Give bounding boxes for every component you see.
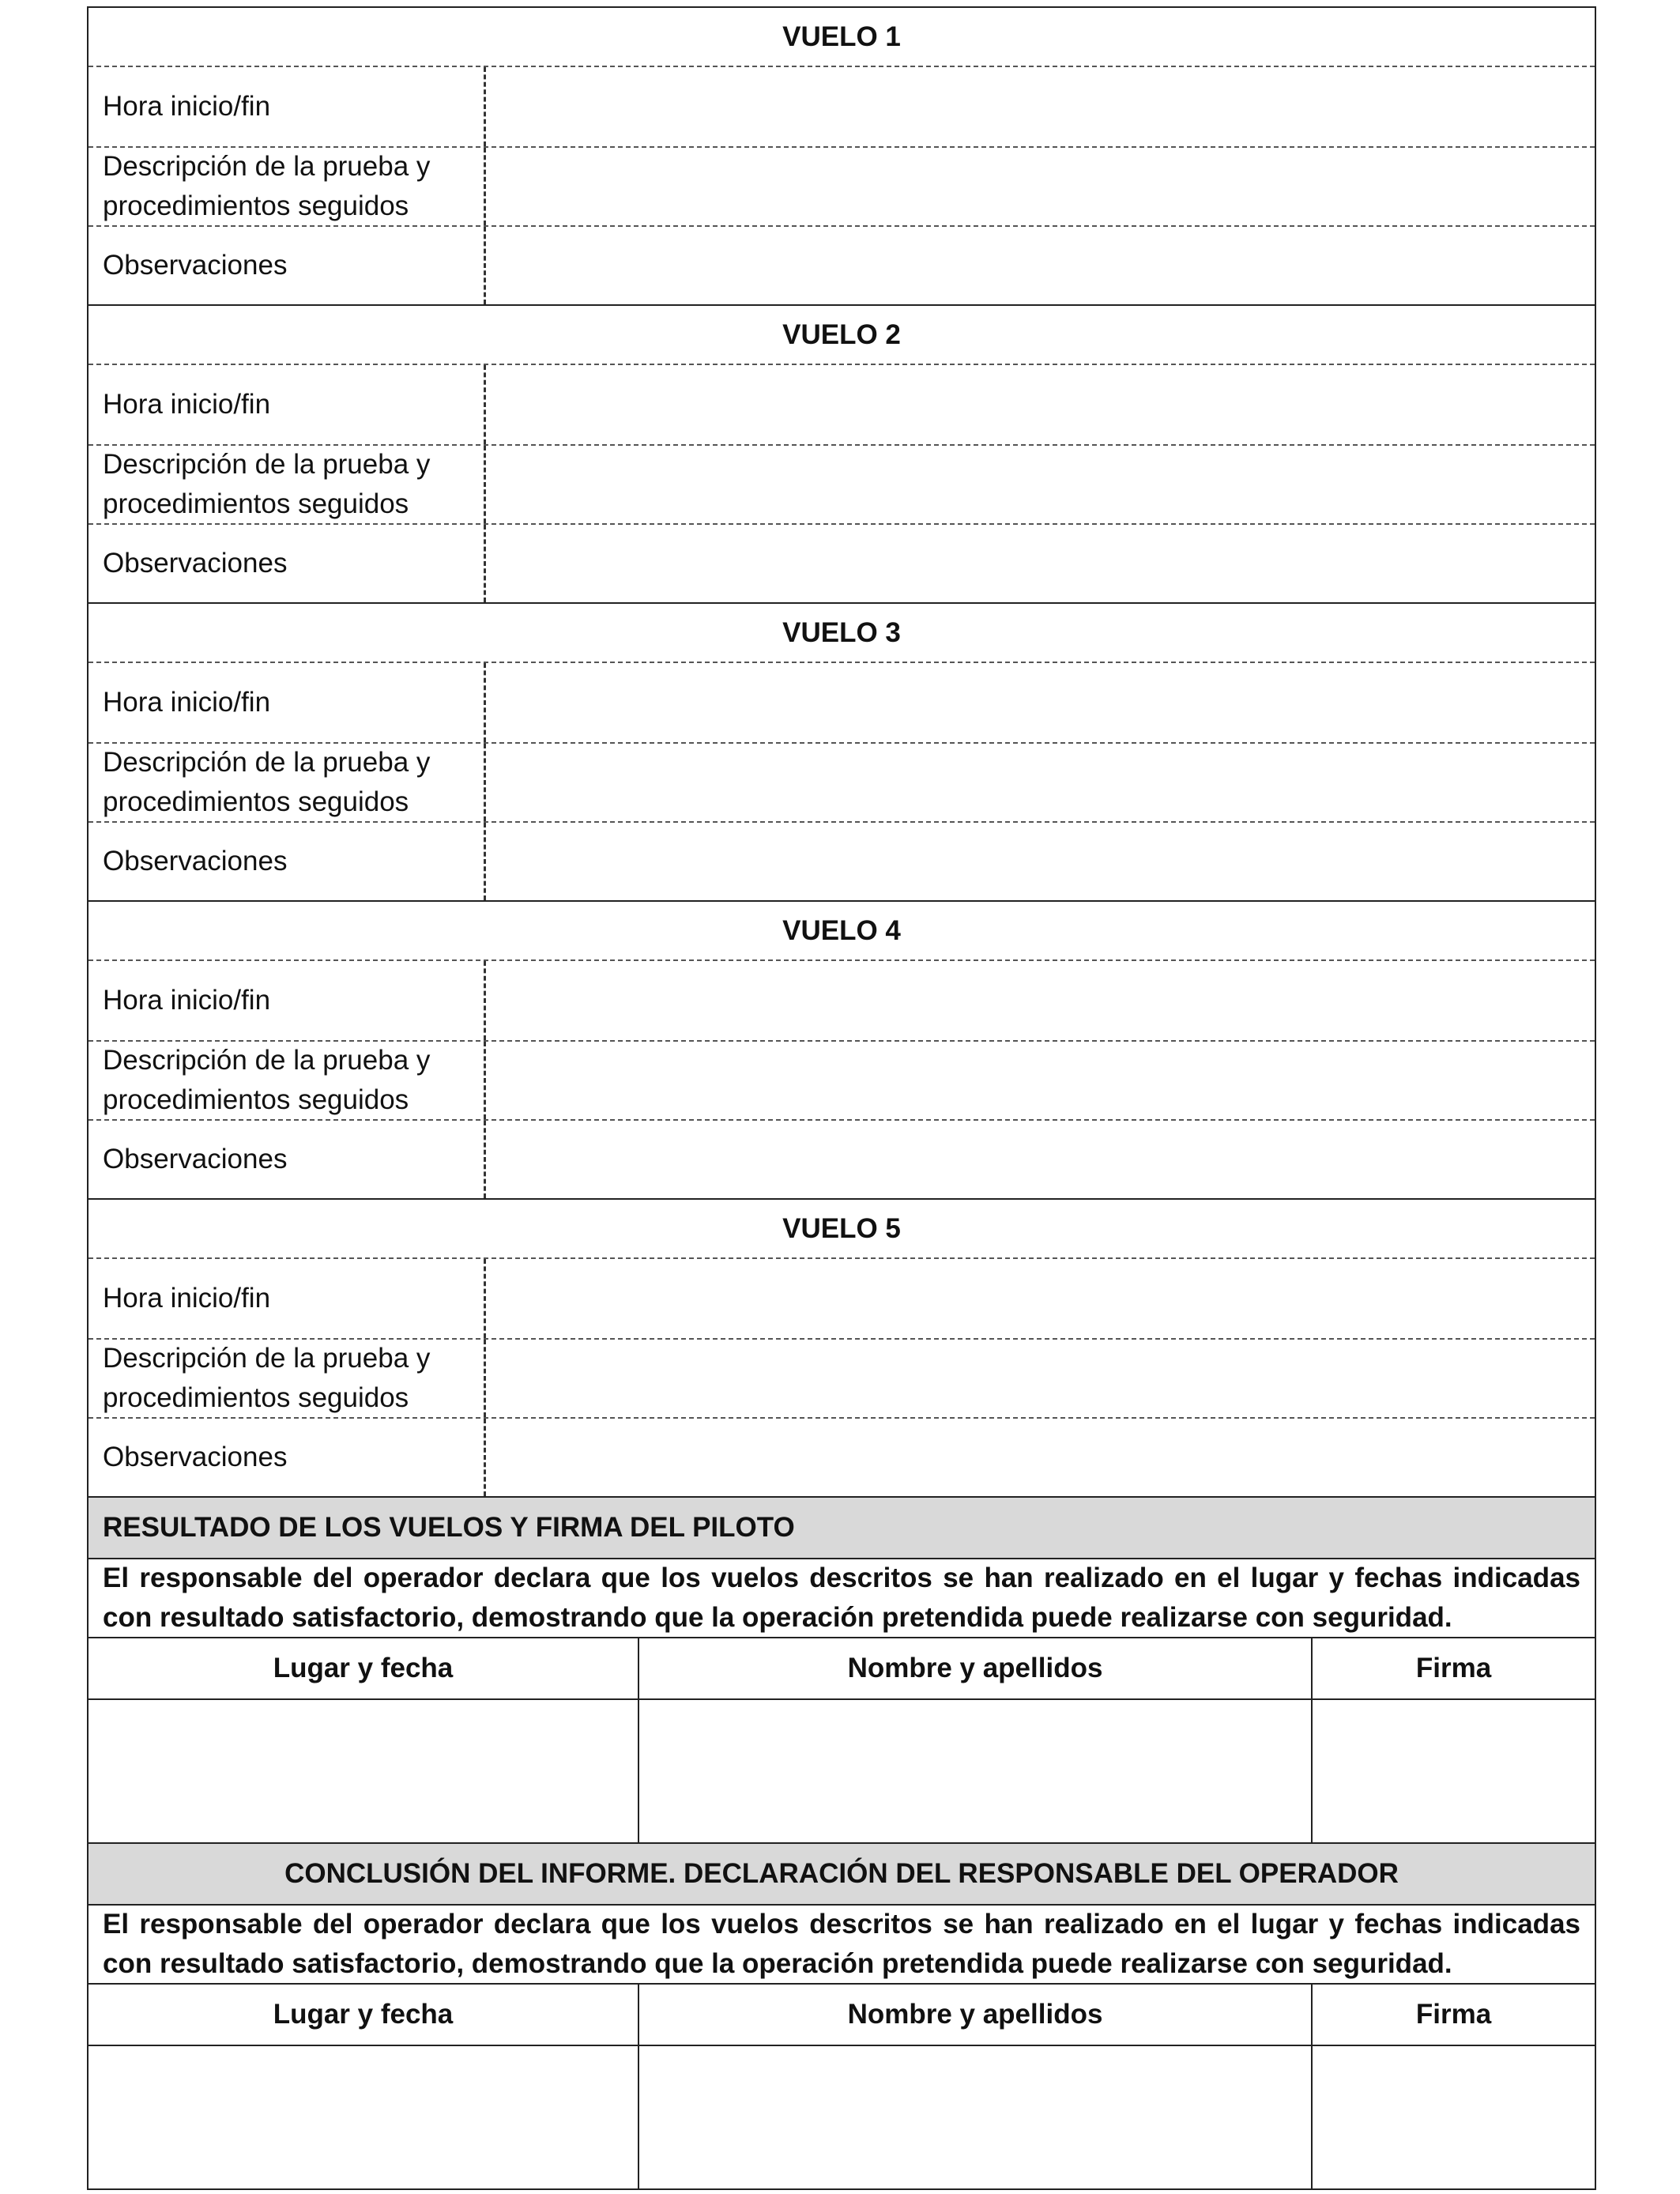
observations-row <box>89 523 1595 602</box>
flight-section <box>89 602 1595 900</box>
column-header-place-date: Lugar y fecha <box>89 1638 639 1698</box>
start-end-time-row <box>89 67 1595 146</box>
test-description-field[interactable] <box>486 446 1595 523</box>
observations-row <box>89 225 1595 304</box>
observations-field[interactable] <box>486 1121 1595 1198</box>
observations-row <box>89 821 1595 900</box>
test-description-label: Descripción de la prueba y procedimientos seguidos <box>89 148 486 225</box>
observations-label: Observaciones <box>89 525 486 602</box>
declaration-text: El responsable del operador declara que los vuelos descritos se han realizado en el lugar y fechas indicadas con resultado satisfactorio, demostrando que la operación pretendida puede realizarse con seguridad. <box>89 1904 1595 1983</box>
start-end-time-row <box>89 1259 1595 1338</box>
start-end-time-field[interactable] <box>486 67 1595 146</box>
test-description-field[interactable] <box>486 148 1595 225</box>
section-title: CONCLUSIÓN DEL INFORME. DECLARACIÓN DEL RESPONSABLE DEL OPERADOR <box>89 1842 1595 1904</box>
observations-label: Observaciones <box>89 1121 486 1198</box>
full-name-field[interactable] <box>639 1700 1313 1842</box>
test-description-row <box>89 1338 1595 1417</box>
test-description-field[interactable] <box>486 744 1595 821</box>
start-end-time-row <box>89 663 1595 742</box>
pilot-signature-section <box>89 1496 1595 1842</box>
observations-field[interactable] <box>486 1419 1595 1496</box>
column-header-place-date: Lugar y fecha <box>89 1985 639 2045</box>
start-end-time-field[interactable] <box>486 365 1595 444</box>
test-description-label: Descripción de la prueba y procedimientos seguidos <box>89 446 486 523</box>
test-description-field[interactable] <box>486 1340 1595 1417</box>
column-header-signature: Firma <box>1415 1999 1492 2030</box>
start-end-time-field[interactable] <box>486 663 1595 742</box>
flight-title: VUELO 1 <box>89 6 1595 67</box>
flight-test-form <box>87 6 1596 2190</box>
full-name-field[interactable] <box>639 2046 1313 2188</box>
test-description-field[interactable] <box>486 1042 1595 1119</box>
flight-section <box>89 1198 1595 1496</box>
flight-section <box>89 304 1595 602</box>
flight-section <box>89 6 1595 304</box>
start-end-time-label: Hora inicio/fin <box>89 365 486 444</box>
section-title: RESULTADO DE LOS VUELOS Y FIRMA DEL PILOTO <box>89 1496 1595 1558</box>
test-description-row <box>89 444 1595 523</box>
signature-table-row <box>89 2045 1595 2188</box>
place-date-field[interactable] <box>89 2046 639 2188</box>
signature-table-row <box>89 1698 1595 1842</box>
flight-section <box>89 900 1595 1198</box>
column-header-full-name: Nombre y apellidos <box>639 1638 1313 1698</box>
test-description-label: Descripción de la prueba y procedimientos seguidos <box>89 744 486 821</box>
start-end-time-row <box>89 365 1595 444</box>
start-end-time-label: Hora inicio/fin <box>89 663 486 742</box>
test-description-row <box>89 1040 1595 1119</box>
signature-table-header <box>89 1983 1595 2045</box>
observations-label: Observaciones <box>89 1419 486 1496</box>
declaration-text: El responsable del operador declara que los vuelos descritos se han realizado en el lugar y fechas indicadas con resultado satisfactorio, demostrando que la operación pretendida puede realizarse con seguridad. <box>89 1558 1595 1637</box>
signature-field[interactable] <box>1313 2046 1595 2188</box>
test-description-row <box>89 742 1595 821</box>
observations-row <box>89 1417 1595 1496</box>
start-end-time-label: Hora inicio/fin <box>89 1259 486 1338</box>
start-end-time-label: Hora inicio/fin <box>89 961 486 1040</box>
observations-label: Observaciones <box>89 823 486 900</box>
start-end-time-field[interactable] <box>486 1259 1595 1338</box>
start-end-time-row <box>89 961 1595 1040</box>
test-description-label: Descripción de la prueba y procedimientos seguidos <box>89 1340 486 1417</box>
start-end-time-field[interactable] <box>486 961 1595 1040</box>
signature-table-header <box>89 1637 1595 1698</box>
observations-label: Observaciones <box>89 227 486 304</box>
test-description-row <box>89 146 1595 225</box>
observations-field[interactable] <box>486 227 1595 304</box>
column-header-signature: Firma <box>1415 1653 1492 1683</box>
flight-title: VUELO 3 <box>89 602 1595 663</box>
flight-title: VUELO 5 <box>89 1198 1595 1259</box>
observations-field[interactable] <box>486 823 1595 900</box>
conclusion-section <box>89 1842 1595 2188</box>
signature-field[interactable] <box>1313 1700 1595 1842</box>
flight-title: VUELO 2 <box>89 304 1595 365</box>
test-description-label: Descripción de la prueba y procedimientos seguidos <box>89 1042 486 1119</box>
observations-field[interactable] <box>486 525 1595 602</box>
observations-row <box>89 1119 1595 1198</box>
place-date-field[interactable] <box>89 1700 639 1842</box>
flight-title: VUELO 4 <box>89 900 1595 961</box>
column-header-full-name: Nombre y apellidos <box>639 1985 1313 2045</box>
start-end-time-label: Hora inicio/fin <box>89 67 486 146</box>
